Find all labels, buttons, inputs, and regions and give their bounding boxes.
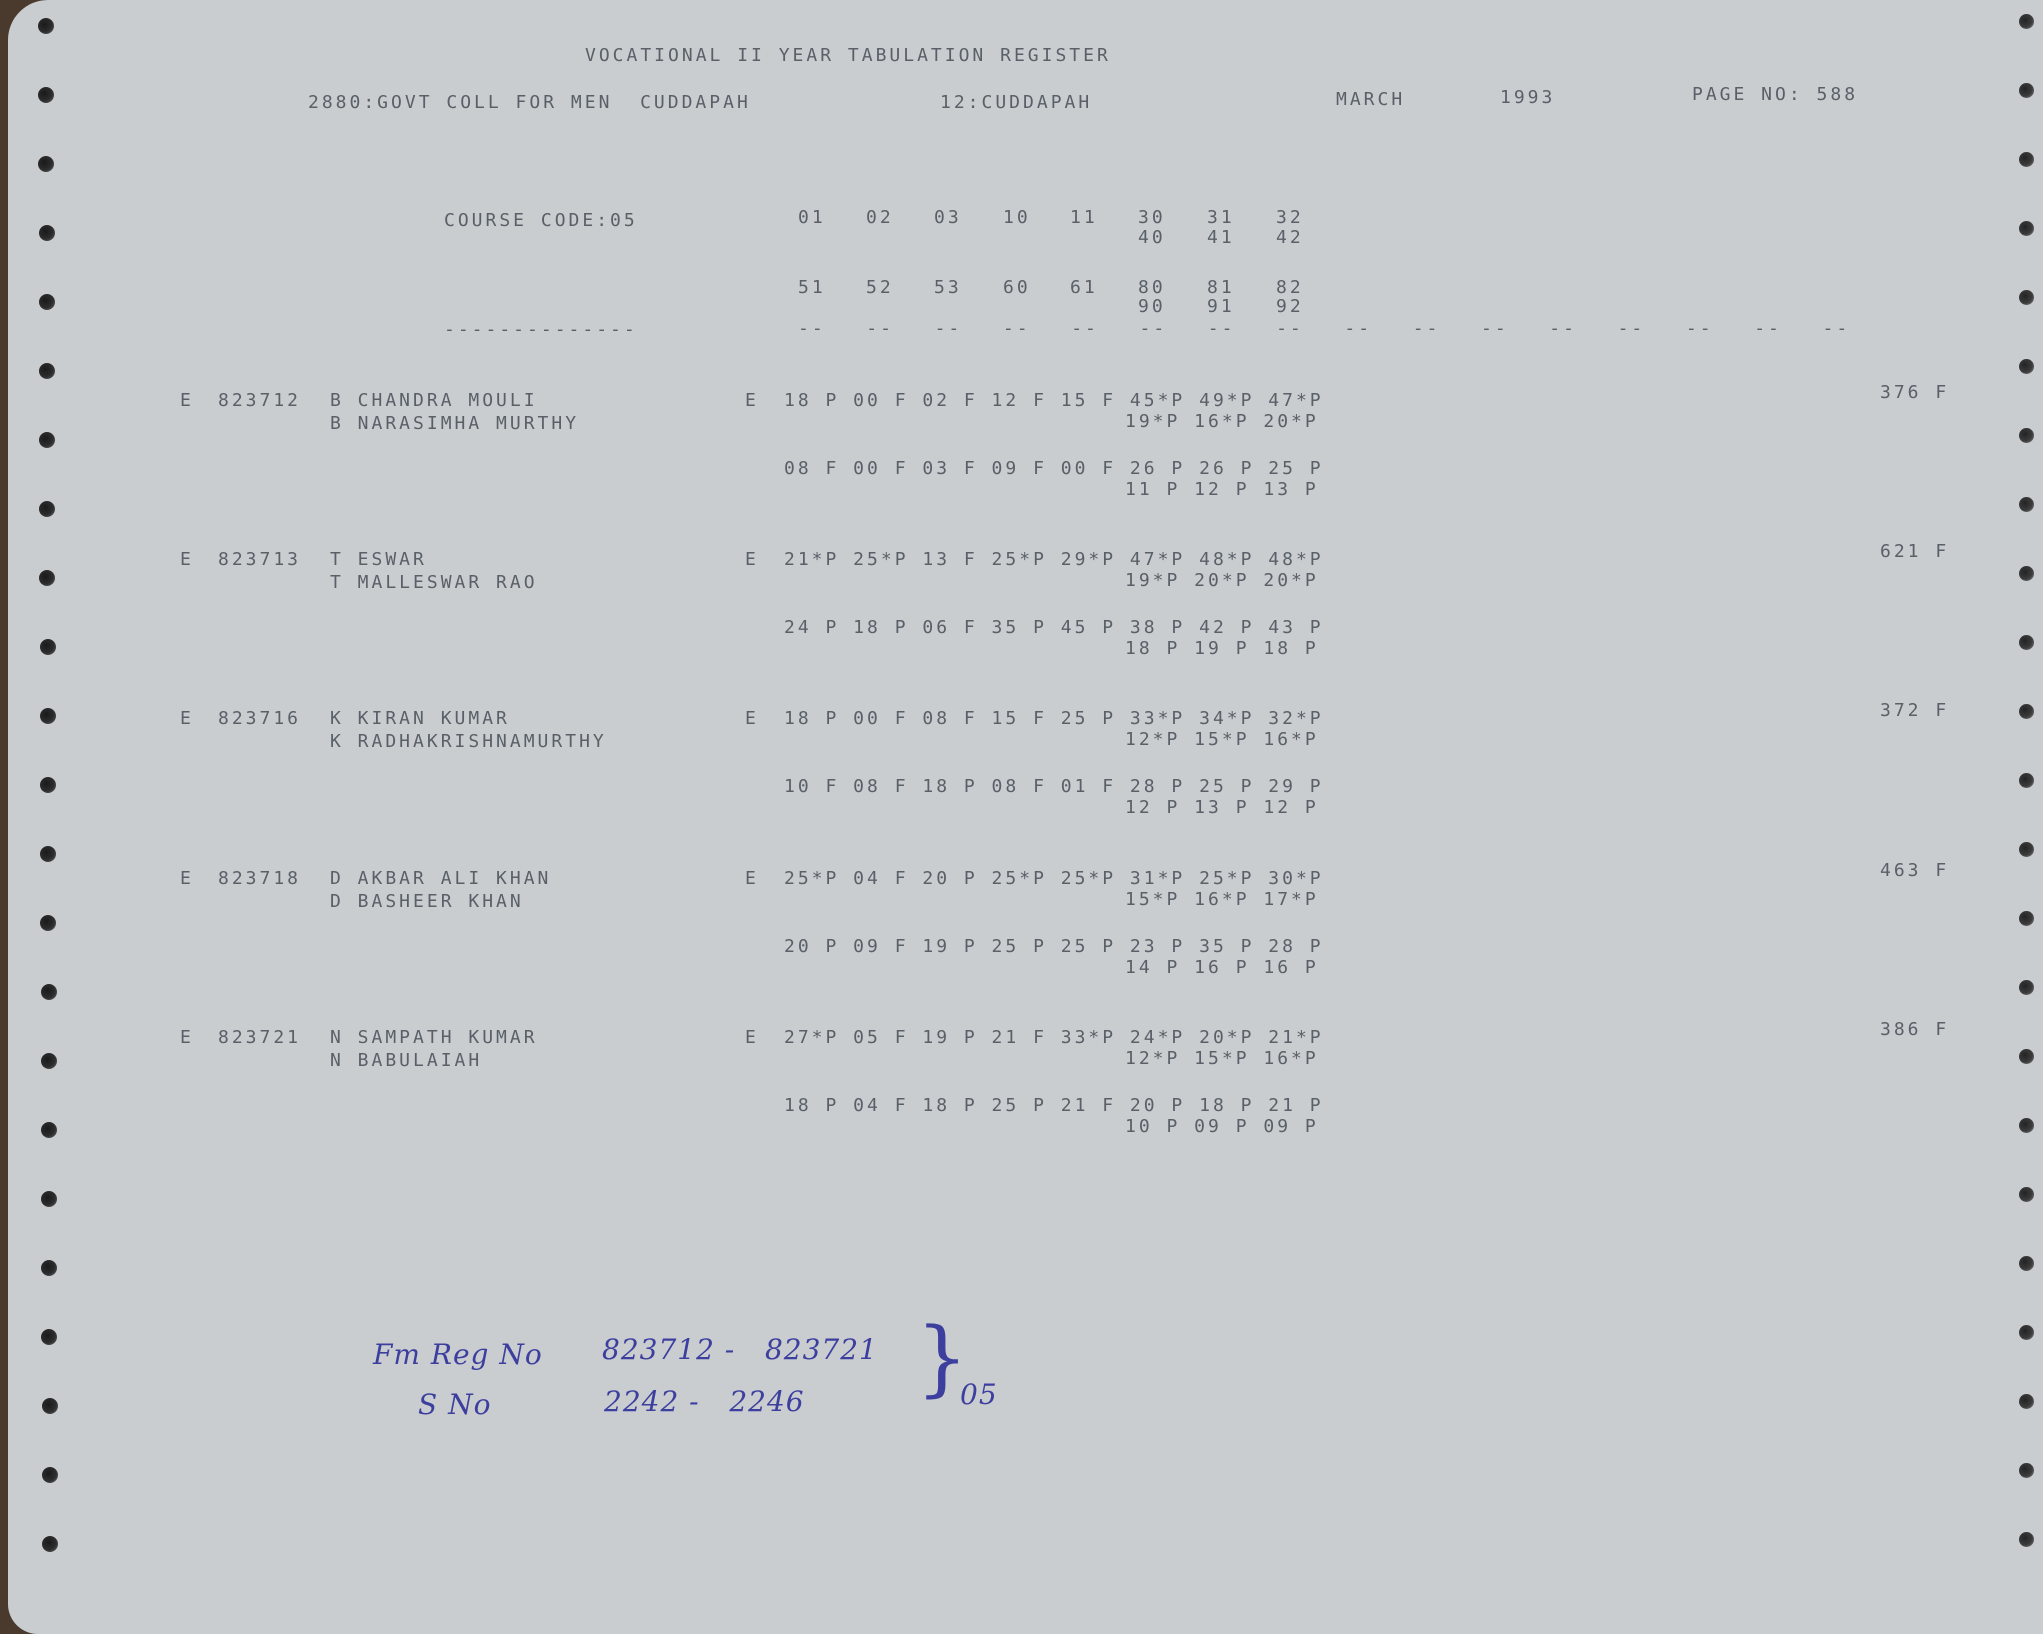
column-code: 11 [1070, 207, 1098, 228]
feed-hole [39, 225, 55, 241]
total-result: 376 F [1880, 382, 1950, 403]
father-name: T MALLESWAR RAO [330, 572, 538, 593]
feed-hole [2019, 290, 2034, 305]
page-number: PAGE NO: 588 [1692, 84, 1859, 105]
medium-code: E [180, 1027, 194, 1048]
marks-row-2: 10 F 08 F 18 P 08 F 01 F 28 P 25 P 29 P [784, 776, 1324, 797]
column-dash: -- [866, 318, 894, 339]
feed-hole [2019, 152, 2034, 167]
column-code: 61 [1070, 277, 1098, 298]
column-code: 92 [1276, 296, 1304, 317]
column-code: 52 [866, 277, 894, 298]
feed-hole [2019, 359, 2034, 374]
column-dash: -- [1754, 318, 1782, 339]
register-title: VOCATIONAL II YEAR TABULATION REGISTER [585, 45, 1111, 66]
medium-code: E [180, 390, 194, 411]
student-name: D AKBAR ALI KHAN [330, 868, 552, 889]
feed-hole [2019, 428, 2034, 443]
column-dash: -- [798, 318, 826, 339]
feed-hole [38, 87, 54, 103]
feed-hole [41, 1260, 57, 1276]
medium-code: E [180, 549, 194, 570]
column-code: 40 [1138, 227, 1166, 248]
marks-row-1: 27*P 05 F 19 P 21 F 33*P 24*P 20*P 21*P [784, 1027, 1324, 1048]
medium-code: E [180, 868, 194, 889]
column-code: 81 [1207, 277, 1235, 298]
father-name: D BASHEER KHAN [330, 891, 524, 912]
marks-row-2-sub: 10 P 09 P 09 P [1125, 1116, 1319, 1137]
feed-hole [41, 1122, 57, 1138]
feed-hole [42, 1536, 58, 1552]
column-code: 91 [1207, 296, 1235, 317]
feed-hole [39, 363, 55, 379]
register-number: 823712 [218, 390, 302, 411]
feed-hole [40, 846, 56, 862]
column-code: 80 [1138, 277, 1166, 298]
tractor-feed-holes-left [30, 0, 60, 1634]
course-code: COURSE CODE:05 [444, 210, 638, 231]
feed-hole [2019, 980, 2034, 995]
feed-hole [2019, 221, 2034, 236]
column-dash: -- [934, 318, 963, 339]
column-code: 10 [1003, 207, 1031, 228]
marks-row-1: 21*P 25*P 13 F 25*P 29*P 47*P 48*P 48*P [784, 549, 1324, 570]
column-code: 30 [1138, 207, 1166, 228]
handwritten-reg-range: 823712 - 823721 [602, 1333, 878, 1366]
column-dash: -- [1276, 318, 1304, 339]
district-name: 12:CUDDAPAH [940, 92, 1093, 113]
column-dash: -- [1071, 318, 1099, 339]
medium-code: E [180, 708, 194, 729]
marks-row-2: 08 F 00 F 03 F 09 F 00 F 26 P 26 P 25 P [784, 458, 1324, 479]
marks-row-1-sub: 12*P 15*P 16*P [1125, 729, 1319, 750]
medium-code: E [745, 390, 759, 411]
student-name: K KIRAN KUMAR [330, 708, 510, 729]
feed-hole [40, 777, 56, 793]
feed-hole [2019, 83, 2034, 98]
column-dash: -- [1481, 318, 1509, 339]
marks-row-2: 24 P 18 P 06 F 35 P 45 P 38 P 42 P 43 P [784, 617, 1324, 638]
handwritten-sno-label: S No [418, 1388, 492, 1421]
column-code: 82 [1276, 277, 1304, 298]
column-dash: -- [1617, 318, 1646, 339]
feed-hole [39, 432, 55, 448]
feed-hole [42, 1398, 58, 1414]
feed-hole [39, 294, 55, 310]
column-code: 31 [1207, 207, 1235, 228]
feed-hole [2019, 1049, 2034, 1064]
medium-code: E [745, 868, 759, 889]
father-name: K RADHAKRISHNAMURTHY [330, 731, 607, 752]
column-dash: -- [1207, 318, 1236, 339]
feed-hole [40, 708, 56, 724]
medium-code: E [745, 708, 759, 729]
feed-hole [40, 915, 56, 931]
medium-code: E [745, 549, 759, 570]
feed-hole [2019, 566, 2034, 581]
column-dash: -- [1685, 318, 1714, 339]
marks-row-1-sub: 15*P 16*P 17*P [1125, 889, 1319, 910]
student-name: B CHANDRA MOULI [330, 390, 538, 411]
register-number: 823721 [218, 1027, 302, 1048]
father-name: N BABULAIAH [330, 1050, 483, 1071]
handwritten-sno-range: 2242 - 2246 [604, 1385, 805, 1418]
marks-row-2: 18 P 04 F 18 P 25 P 21 F 20 P 18 P 21 P [784, 1095, 1324, 1116]
marks-row-2: 20 P 09 F 19 P 25 P 25 P 23 P 35 P 28 P [784, 936, 1324, 957]
feed-hole [2019, 842, 2034, 857]
tractor-feed-holes-right [2013, 0, 2043, 1634]
column-code: 90 [1138, 296, 1166, 317]
feed-hole [2019, 1118, 2034, 1133]
student-name: N SAMPATH KUMAR [330, 1027, 538, 1048]
feed-hole [2019, 1187, 2034, 1202]
handwritten-count: 05 [960, 1378, 998, 1411]
handwritten-brace: } [916, 1311, 969, 1406]
feed-hole [41, 1191, 57, 1207]
student-name: T ESWAR [330, 549, 427, 570]
feed-hole [2019, 1325, 2034, 1340]
feed-hole [2019, 1394, 2034, 1409]
marks-row-2-sub: 14 P 16 P 16 P [1125, 957, 1319, 978]
college-name: 2880:GOVT COLL FOR MEN CUDDAPAH [308, 92, 751, 113]
column-code: 51 [798, 277, 826, 298]
father-name: B NARASIMHA MURTHY [330, 413, 580, 434]
marks-row-1-sub: 19*P 16*P 20*P [1125, 411, 1319, 432]
feed-hole [2019, 1256, 2034, 1271]
total-result: 621 F [1880, 541, 1950, 562]
feed-hole [42, 1467, 58, 1483]
total-result: 386 F [1880, 1019, 1950, 1040]
marks-row-1-sub: 19*P 20*P 20*P [1125, 570, 1319, 591]
marks-row-2-sub: 12 P 13 P 12 P [1125, 797, 1319, 818]
feed-hole [2019, 911, 2034, 926]
feed-hole [38, 18, 54, 34]
exam-year: 1993 [1500, 87, 1556, 108]
feed-hole [41, 1329, 57, 1345]
feed-hole [41, 1053, 57, 1069]
handwritten-reg-label: Fm Reg No [373, 1338, 543, 1371]
feed-hole [2019, 635, 2034, 650]
column-code: 60 [1003, 277, 1031, 298]
feed-hole [2019, 773, 2034, 788]
total-result: 372 F [1880, 700, 1950, 721]
column-dash: -- [1549, 318, 1577, 339]
feed-hole [2019, 497, 2034, 512]
feed-hole [41, 984, 57, 1000]
feed-hole [2019, 1532, 2034, 1547]
marks-row-1-sub: 12*P 15*P 16*P [1125, 1048, 1319, 1069]
column-dash: -- [1822, 318, 1851, 339]
column-code: 32 [1276, 207, 1304, 228]
feed-hole [2019, 704, 2034, 719]
column-code: 01 [798, 207, 826, 228]
medium-code: E [745, 1027, 759, 1048]
column-dash: -- [1412, 318, 1441, 339]
marks-row-1: 18 P 00 F 08 F 15 F 25 P 33*P 34*P 32*P [784, 708, 1324, 729]
exam-month: MARCH [1336, 89, 1406, 110]
feed-hole [2019, 14, 2034, 29]
total-result: 463 F [1880, 860, 1950, 881]
register-number: 823716 [218, 708, 302, 729]
column-code: 03 [934, 207, 962, 228]
marks-row-2-sub: 11 P 12 P 13 P [1125, 479, 1319, 500]
feed-hole [39, 570, 55, 586]
column-code: 02 [866, 207, 894, 228]
column-code: 41 [1207, 227, 1235, 248]
course-code-rule: -------------- [444, 319, 638, 340]
column-dash: -- [1002, 318, 1031, 339]
column-code: 42 [1276, 227, 1304, 248]
feed-hole [39, 501, 55, 517]
feed-hole [38, 156, 54, 172]
feed-hole [2019, 1463, 2034, 1478]
marks-row-2-sub: 18 P 19 P 18 P [1125, 638, 1319, 659]
column-code: 53 [934, 277, 962, 298]
column-dash: -- [1344, 318, 1373, 339]
tabulation-sheet [8, 0, 2043, 1634]
feed-hole [40, 639, 56, 655]
register-number: 823718 [218, 868, 302, 889]
register-number: 823713 [218, 549, 302, 570]
marks-row-1: 18 P 00 F 02 F 12 F 15 F 45*P 49*P 47*P [784, 390, 1324, 411]
marks-row-1: 25*P 04 F 20 P 25*P 25*P 31*P 25*P 30*P [784, 868, 1324, 889]
column-dash: -- [1139, 318, 1168, 339]
